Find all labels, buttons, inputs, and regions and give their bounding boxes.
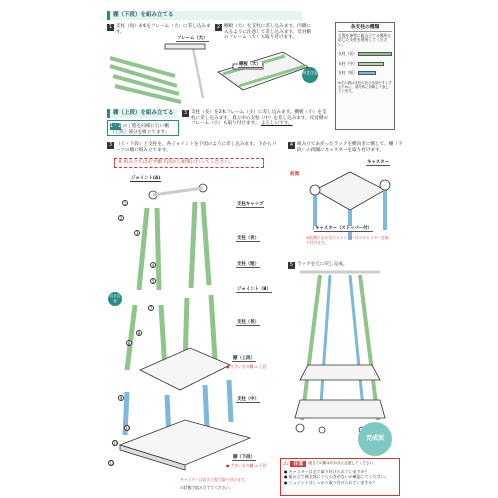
label-pole-mid: 支柱（中） [237, 397, 259, 402]
legend-items [338, 52, 392, 76]
label-stopper: キャスター（ストッパー付） [315, 226, 372, 231]
step-number: 3 [108, 142, 113, 148]
pole-legend [335, 22, 395, 130]
assembly-illustration [105, 170, 275, 490]
caution-item: ● ジョイントはしっかり取り付けられていますか？ [284, 479, 377, 485]
label-caster: キャスター [367, 160, 389, 165]
legend-foot: ※左の図は支柱の長さを見やすくするために、部分的に省略して表しています。 [338, 80, 392, 94]
step-number: 3 [183, 110, 188, 116]
step-text: 棚板（大）を支柱に差し込みます。内側に入るように注意して差し込みます。反対側のフレーム（大）も取り付けます。 [224, 24, 311, 41]
orientation-badge: 向き注意 [302, 67, 318, 83]
step-text: 支柱（長）を2本フレーム（小）に差し込みます。棚板（小）を支柱に差し込みます。真ん中の支柱（中）を差し込みます。反対側のフレーム（小）も取り付けます。 [191, 110, 329, 127]
mid-note-box [107, 120, 179, 136]
caution-list [281, 468, 399, 486]
frame-label: フレーム（大） [177, 36, 208, 41]
label-joint-b: ジョイント（B） [237, 287, 271, 292]
warning-icon: ⚠ [283, 460, 289, 467]
step-caster [288, 142, 403, 153]
label-shelf-upper: 棚（上段） [233, 356, 255, 361]
section-title-upper-shelf [107, 109, 177, 118]
step-text: （上・下段）と支柱を、各ジョイントを下図のように差し込みます。下からパーツの順に組み立てます。 [116, 142, 277, 153]
mid-note-text: の工程を同様に行い棚（上段）部分を組立てます。 [110, 124, 170, 135]
label-shelf-upper-note: ● 小さい方の棚 ⇒ 上段 [226, 364, 267, 369]
legend-item-swatch [358, 71, 376, 75]
step-number: 5 [289, 262, 294, 268]
caution-item: ● 組み立て後全体にぐらつきがないか確認してください。 [284, 474, 389, 480]
bottom-note-1: キャスターは次の工程で取り付けます。 [180, 477, 249, 482]
legend-item [338, 62, 392, 67]
step-number: 1 [108, 24, 113, 30]
step-1 [107, 24, 212, 35]
callout-number: 11 [113, 441, 119, 446]
label-front: 前側 [290, 172, 300, 177]
legend-item [338, 71, 392, 76]
section-title-lower-shelf [107, 11, 302, 20]
section-title-text: 棚（下段）を組み立てる [113, 12, 174, 18]
label-joint-a: ジョイント(A) [131, 176, 161, 181]
callout-number: 5 [151, 279, 155, 284]
callout-number: 3 [135, 231, 139, 236]
board-label: 棚板（大） [239, 62, 261, 67]
legend-item [338, 52, 392, 57]
step-number: 4 [289, 142, 294, 148]
callout-number: 9 [119, 396, 123, 401]
step-3-upper [182, 110, 330, 127]
step-text: 支柱（短）4本をフレーム（大）に差し込みます。 [116, 24, 211, 35]
label-pole-short: 支柱（短） [237, 262, 259, 267]
legend-item-label: 支柱（長） [338, 50, 357, 56]
label-pole-long-2: 支柱（長） [237, 320, 259, 325]
mid-note-badge: 1・2 [110, 123, 122, 129]
bottom-note-2: の状態で組み立ててください。 [180, 485, 234, 490]
step-assembly [107, 142, 277, 153]
callout-number: 7 [149, 306, 153, 311]
callout-number: 2 [119, 216, 123, 221]
legend-item-label: 支柱（短） [338, 70, 357, 76]
legend-item-swatch [358, 62, 384, 66]
step-text: ラックを元に戻し完成。 [297, 262, 348, 267]
callout-number: 6 [127, 341, 131, 346]
step1-illustration [105, 38, 215, 108]
caster-note: ※前側になる方にストッパー付のキャスターを取り付けます。 [306, 235, 389, 245]
callout-number: 10 [125, 426, 131, 431]
caution-box [280, 458, 400, 496]
assembly-warning: ※ 組み立ては必ず棚下段から順番に行ってください。 [114, 158, 264, 168]
caution-sub: 組立ての際は次の点に注意してください。 [308, 461, 377, 466]
legend-title: 各支柱の種類 [338, 25, 392, 32]
step-sub: よろしいです。 [260, 121, 293, 127]
step2-illustration [213, 42, 313, 107]
label-shelf-lower: 棚（下段） [233, 455, 255, 460]
callout-number: 8 [137, 331, 141, 336]
label-pole-long-1: 支柱（長） [237, 236, 259, 241]
label-cap: 支柱キャップ [237, 202, 264, 207]
callout-number: 12 [109, 461, 115, 466]
legend-item-label: 支柱（中） [338, 60, 357, 66]
callout-number: 1 [123, 201, 127, 206]
step-text: 組み立てあがったラックを横向きに倒して、棚（下段）の四隅にキャスターを取り付けます。 [297, 142, 403, 153]
section-title-text: 棚（上段）を組み立てる [113, 110, 174, 116]
caution-head: 注意 [290, 461, 306, 467]
complete-illustration [290, 270, 400, 440]
legend-desc: 左図を参考に組み立てる場所に応じた支柱を使用してください。 [338, 32, 392, 48]
step-number: 2 [216, 24, 221, 30]
legend-item-swatch [358, 52, 392, 56]
label-shelf-lower-note: ● 大きい方の棚 ⇒ 下段 [226, 463, 267, 468]
step-2 [215, 24, 315, 41]
callout-number: 4 [151, 263, 155, 268]
caution-item: ● キャスターは全て取り付けられていますか？ [284, 469, 369, 475]
step-complete [288, 262, 403, 269]
orientation-badge-2: 向き注意 [108, 292, 122, 306]
caution-header [281, 459, 399, 468]
complete-badge: 完成図 [358, 422, 392, 456]
